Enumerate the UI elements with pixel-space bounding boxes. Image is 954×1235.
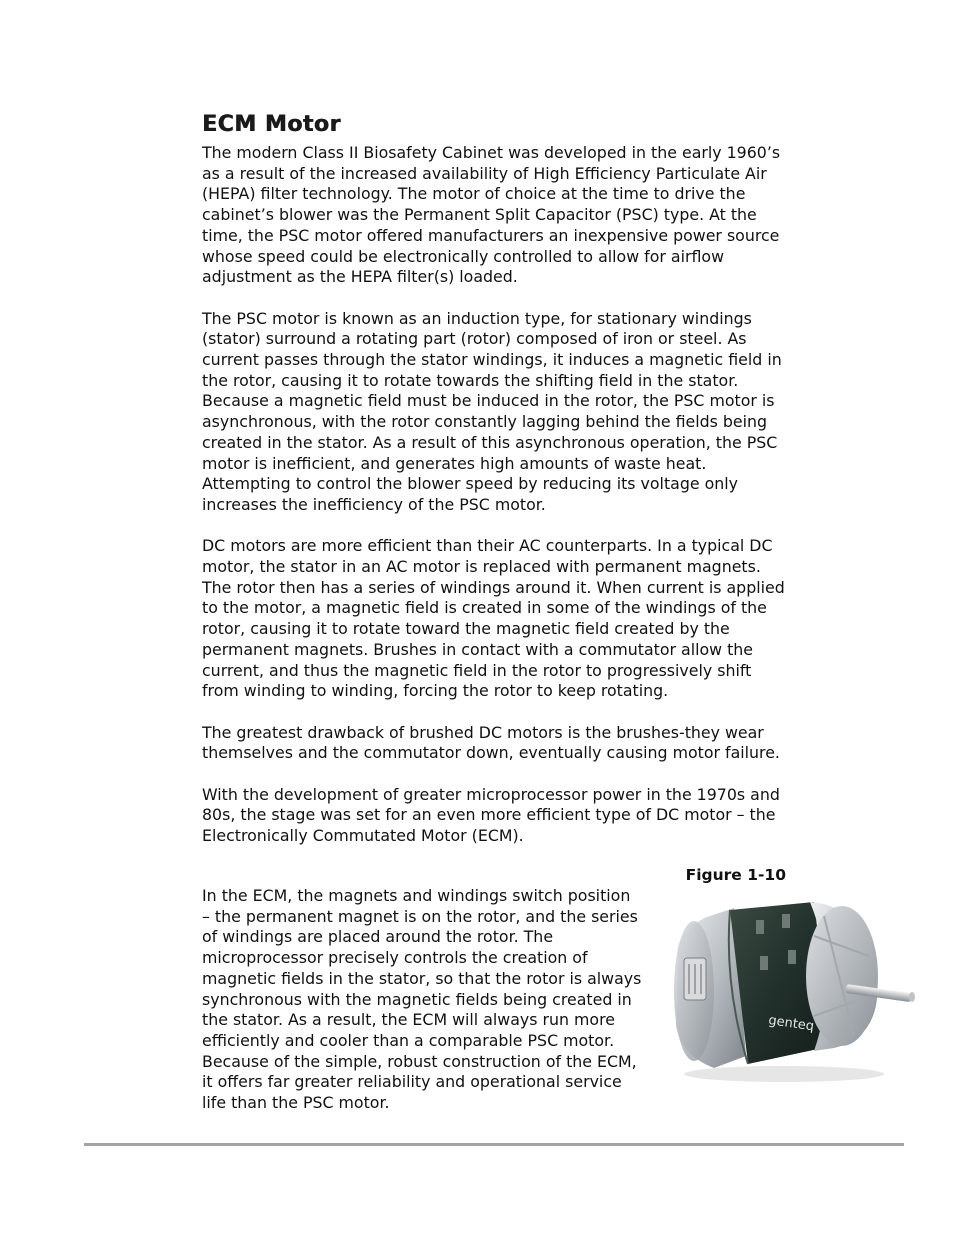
paragraph-5: With the development of greater microprocessor power in the 1970s and 80s, the stage was set for an even more efficient type of DC motor – the Electronically Commutated Motor (ECM). [202, 784, 780, 846]
paragraph-1: The modern Class II Biosafety Cabinet was developed in the early 1960’s as a result of the increased availability of High Efficiency Particulate Air (HEPA) filter technology. The motor of choice at the time to drive the cabinet’s blower was the Permanent Split Capacitor (PSC) type. At the time, the PSC motor offered manufacturers an inexpensive power source whose speed could be electronically controlled to allow for airflow adjustment as the HEPA filter(s) loaded. [202, 143, 781, 287]
paragraph-3: DC motors are more efficient than their AC counterparts. In a typical DC motor, the stator in an AC motor is replaced with permanent magnets. The rotor then has a series of windings around it. When current is applied to the motor, a magnetic field is created in some of the windings of the rotor, causing it to rotate toward the magnetic field created by the permanent magnets. Brushes in contact with a commutator allow the current, and thus the magnetic field in the rotor to progressively shift from winding to winding, forcing the rotor to keep rotating. [202, 536, 785, 701]
body-text [202, 143, 792, 868]
figure-caption: Figure 1-10 [685, 866, 786, 884]
ecm-motor-image [664, 896, 924, 1086]
brand-label: genteq [767, 1013, 815, 1035]
section-title: ECM Motor [202, 112, 341, 137]
footer-divider [84, 1143, 904, 1146]
figure-section [202, 866, 815, 1116]
figure-paragraph: In the ECM, the magnets and windings switch position – the permanent magnet is on the rotor, and the series of windings are placed around the rotor. The microprocessor precisely controls the creation of magnetic fields in the stator, so that the rotor is always synchronous with the magnetic fields being created in the stator. As a result, the ECM will always run more efficiently and cooler than a comparable PSC motor. Because of the simple, robust construction of the ECM, it offers far greater reliability and operational service life than the PSC motor. [202, 886, 642, 1113]
paragraph-4: The greatest drawback of brushed DC motors is the brushes-they wear themselves and the commutator down, eventually causing motor failure. [202, 722, 780, 763]
paragraph-2: The PSC motor is known as an induction type, for stationary windings (stator) surround a rotating part (rotor) composed of iron or steel. As current passes through the stator windings, it induces a magnetic field in the rotor, causing it to rotate towards the shifting field in the stator. Because a magnetic field must be induced in the rotor, the PSC motor is asynchronous, with the rotor constantly lagging behind the fields being created in the stator. As a result of this asynchronous operation, the PSC motor is inefficient, and generates high amounts of waste heat. Attempting to control the blower speed by reducing its voltage only increases the inefficiency of the PSC motor. [202, 308, 782, 514]
